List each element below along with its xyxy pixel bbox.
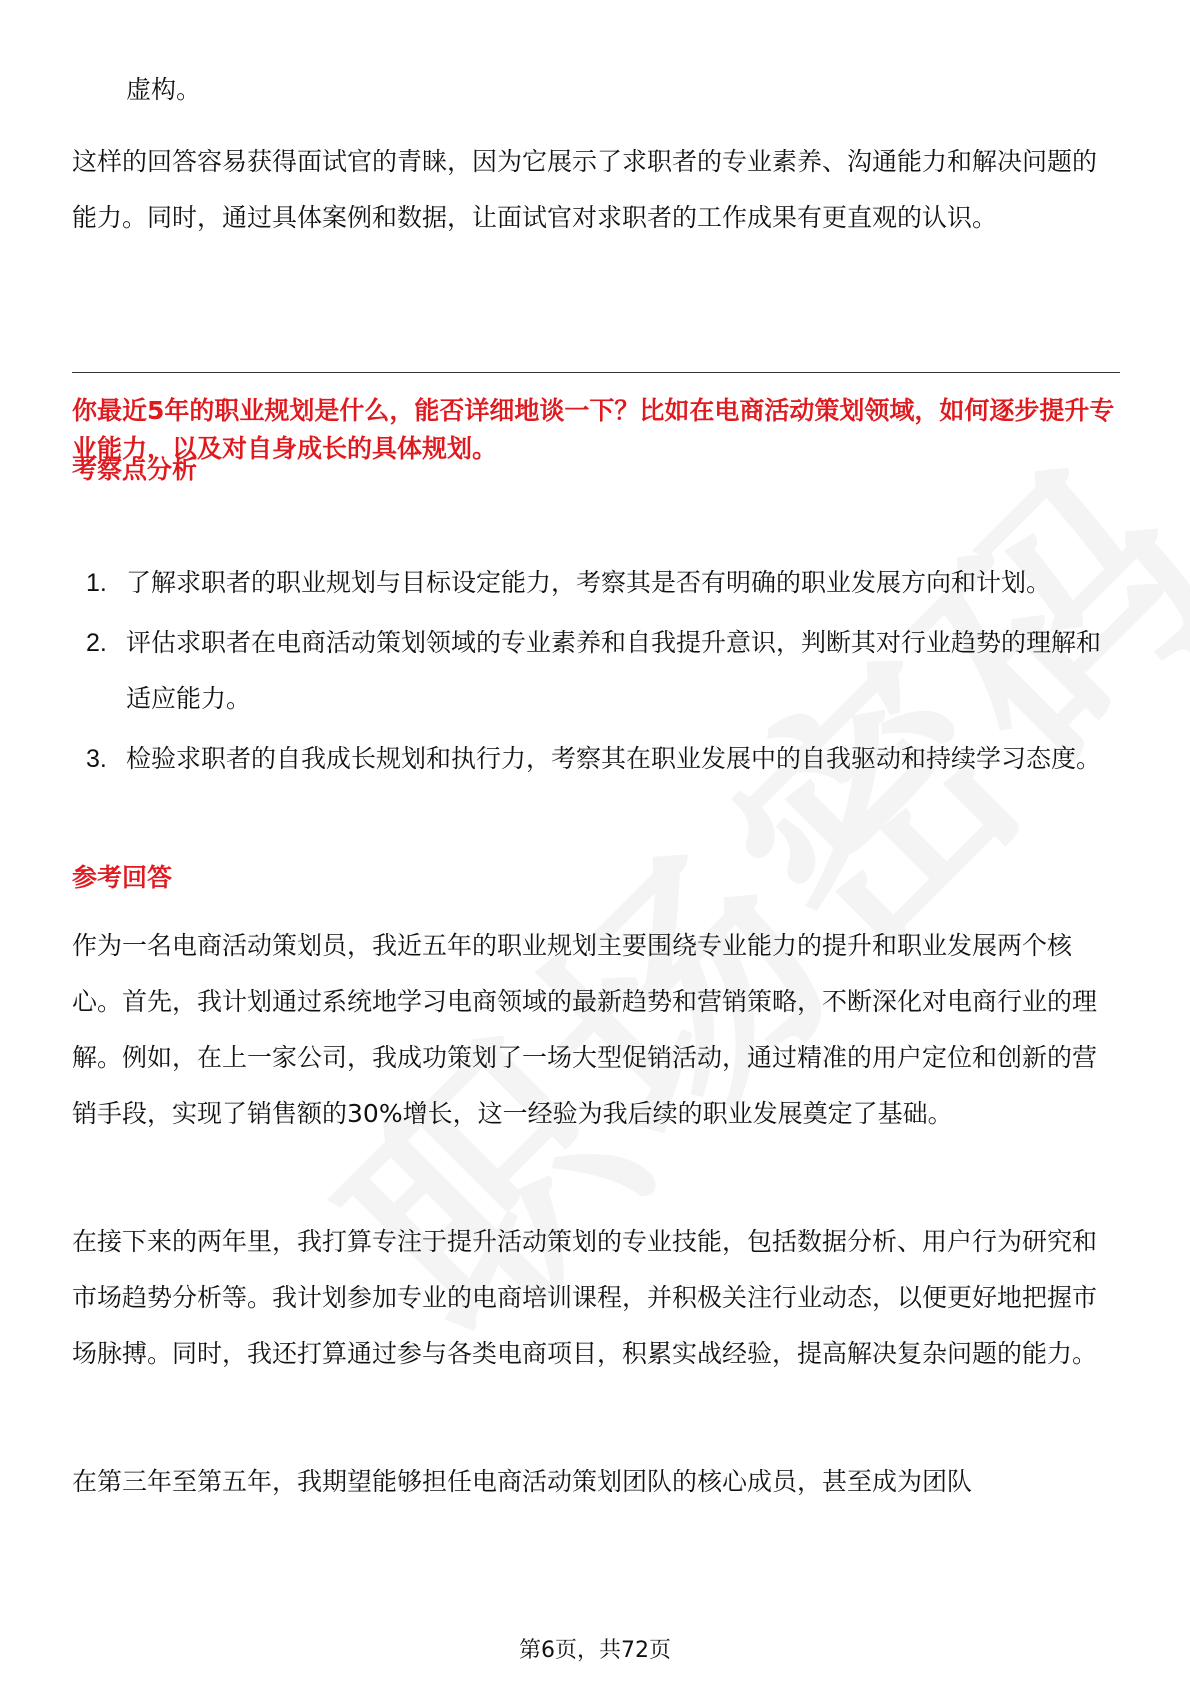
list-item-text: 了解求职者的职业规划与目标设定能力，考察其是否有明确的职业发展方向和计划。 [126,568,1052,597]
analysis-title: 考察点分析 [72,455,198,484]
list-item [72,615,1120,727]
answer-paragraph: 作为一名电商活动策划员，我近五年的职业规划主要围绕专业能力的提升和职业发展两个核心。首先，我计划通过系统地学习电商领域的最新趋势和营销策略，不断深化对电商行业的理解。例如，在上一家公司，我成功策划了一场大型促销活动，通过精准的用户定位和创新的营销手段，实现了销售额的30%增长，这一经验为我后续的职业发展奠定了基础。 [72,931,1098,1128]
list-item [72,555,1120,611]
list-item-number: 2. [86,629,107,657]
page-footer: 第6页，共72页 [519,1638,671,1663]
list-item-text: 评估求职者在电商活动策划领域的专业素养和自我提升意识，判断其对行业趋势的理解和适应能力。 [126,628,1102,713]
list-item-number: 3. [86,745,107,773]
continuation-text: 虚构。 [126,75,202,104]
analysis-list [72,555,1120,791]
answer-title: 参考回答 [72,863,173,892]
answer-paragraph: 在接下来的两年里，我打算专注于提升活动策划的专业技能，包括数据分析、用户行为研究和市场趋势分析等。我计划参加专业的电商培训课程，并积极关注行业动态，以便更好地把握市场脉搏。同时，我还打算通过参与各类电商项目，积累实战经验，提高解决复杂问题的能力。 [72,1227,1098,1368]
list-item-text: 检验求职者的自我成长规划和执行力，考察其在职业发展中的自我驱动和持续学习态度。 [126,744,1102,773]
list-item [72,731,1120,787]
summary-paragraph: 这样的回答容易获得面试官的青睐，因为它展示了求职者的专业素养、沟通能力和解决问题的能力。同时，通过具体案例和数据，让面试官对求职者的工作成果有更直观的认识。 [72,147,1098,232]
answer-paragraph: 在第三年至第五年，我期望能够担任电商活动策划团队的核心成员，甚至成为团队 [72,1467,973,1496]
section-divider [72,372,1120,373]
question-heading: 你最近5年的职业规划是什么，能否详细地谈一下？比如在电商活动策划领域，如何逐步提升专业能力，以及对自身成长的具体规划。 [72,396,1115,463]
list-item-number: 1. [86,569,107,597]
